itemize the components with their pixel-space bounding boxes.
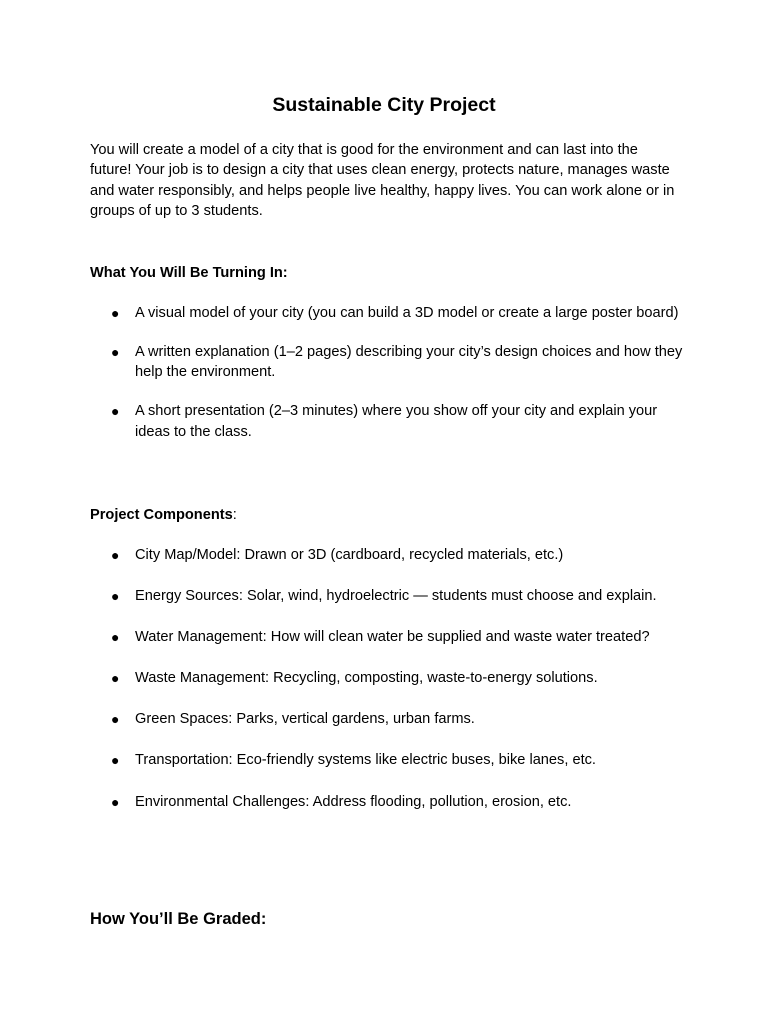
list-item [90, 792, 690, 812]
list-item [90, 342, 690, 383]
list-item [90, 303, 690, 323]
list-item-text: A short presentation (2–3 minutes) where you show off your city and explain your ideas to the class. [135, 403, 658, 440]
list-item-text: A written explanation (1–2 pages) describing your city’s design choices and how they help the environment. [135, 344, 683, 381]
turning-in-heading: What You Will Be Turning In: [90, 265, 288, 281]
bullet-icon: ● [111, 344, 120, 360]
project-components-list [90, 545, 690, 833]
bullet-icon: ● [111, 711, 120, 728]
heading-colon: : [232, 507, 237, 523]
bullet-icon: ● [111, 547, 120, 563]
list-item-text: Waste Management: Recycling, composting, waste-to-energy solutions. [135, 670, 598, 687]
bullet-icon: ● [111, 752, 120, 769]
bullet-icon: ● [111, 629, 120, 646]
list-item [90, 750, 690, 770]
bullet-icon: ● [111, 403, 120, 420]
list-item [90, 627, 690, 647]
list-item [90, 401, 690, 442]
bullet-icon: ● [111, 305, 120, 321]
list-item-text: Transportation: Eco-friendly systems like electric buses, bike lanes, etc. [135, 752, 596, 769]
turning-in-list [90, 303, 690, 461]
bullet-icon: ● [111, 670, 120, 687]
list-item [90, 668, 690, 688]
bullet-icon: ● [111, 793, 120, 810]
list-item-text: Environmental Challenges: Address flooding, pollution, erosion, etc. [135, 793, 572, 810]
bullet-icon: ● [111, 588, 120, 605]
list-item-text: Water Management: How will clean water be supplied and waste water treated? [135, 629, 650, 646]
project-components-heading [90, 505, 237, 525]
list-item [90, 586, 690, 606]
project-components-heading-text: Project Components [90, 507, 233, 523]
list-item [90, 545, 690, 565]
page-title: Sustainable City Project [272, 94, 496, 116]
list-item-text: Green Spaces: Parks, vertical gardens, urban farms. [135, 711, 475, 728]
list-item [90, 709, 690, 729]
list-item-text: Energy Sources: Solar, wind, hydroelectric — students must choose and explain. [135, 588, 657, 605]
list-item-text: A visual model of your city (you can build a 3D model or create a large poster board) [135, 305, 679, 321]
list-item-text: City Map/Model: Drawn or 3D (cardboard, recycled materials, etc.) [135, 547, 564, 563]
intro-paragraph: You will create a model of a city that is good for the environment and can last into the future! Your job is to design a city that uses clean energy, protects nature, manages waste and water responsibly, and helps people live healthy, happy lives. You can work alone or in groups of up to 3 students. [90, 142, 675, 220]
grading-heading: How You’ll Be Graded: [90, 910, 267, 928]
